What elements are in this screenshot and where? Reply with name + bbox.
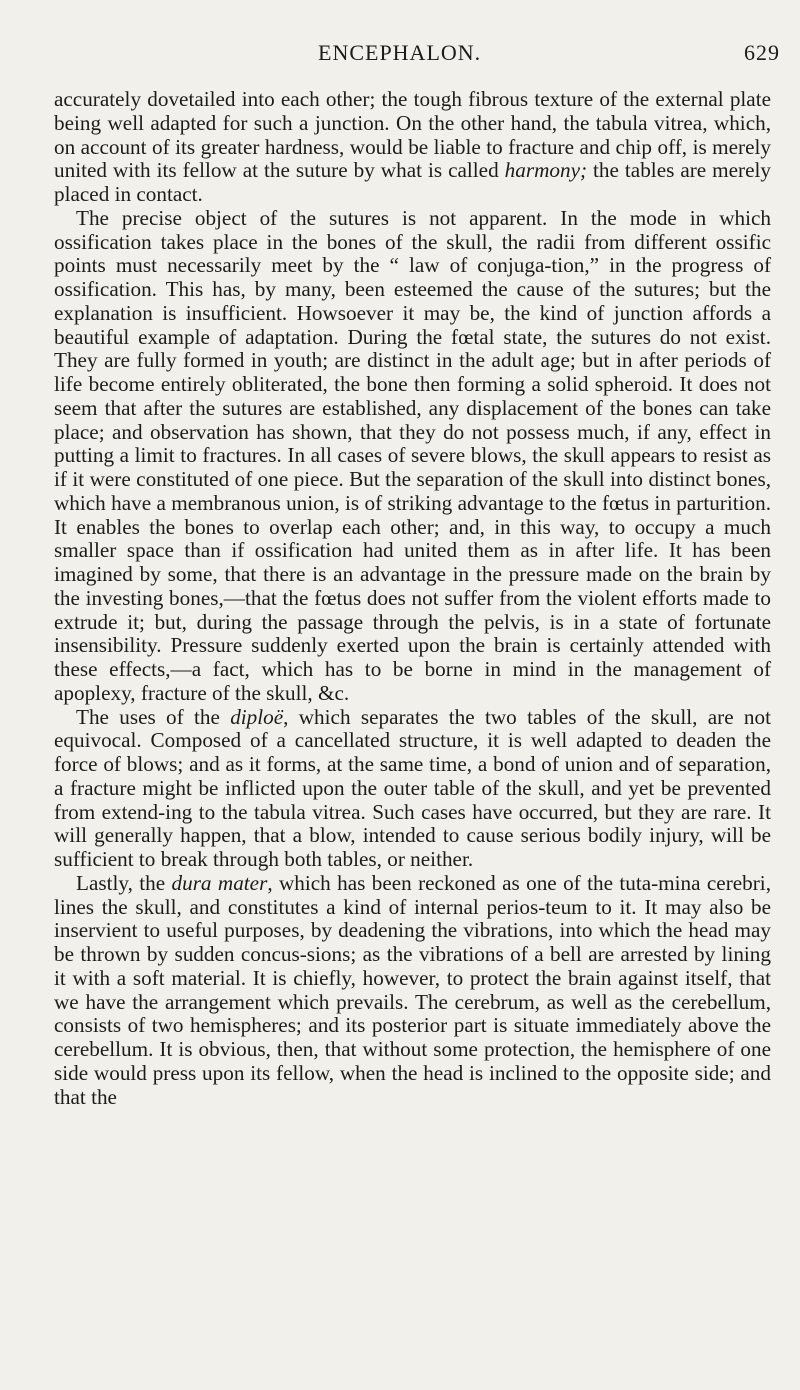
- page-header: [60, 40, 780, 70]
- paragraph: [54, 872, 771, 1110]
- text-run: , which has been reckoned as one of the tuta-mina cerebri, lines the skull, and constitutes a kind of internal perios-teum to it. It may also be inservient to useful purposes, by deadening the vibrations, into which the head may be thrown by sudden concus-sions; as the vibrations of a bell are arrested by lining it with a soft material. It is chiefly, however, to protect the brain against itself, that we have the arrangement which prevails. The cerebrum, as well as the cerebellum, consists of two hemispheres; and its posterior part is situate immediately above the cerebellum. It is obvious, then, that without some protection, the hemisphere of one side would press upon its fellow, when the head is inclined to the opposite side; and that the: [54, 870, 771, 1109]
- text-run: Lastly, the: [76, 870, 172, 895]
- italic-term: dura mater: [171, 870, 268, 895]
- italic-term: diploë: [230, 704, 284, 729]
- running-head: ENCEPHALON.: [318, 40, 482, 65]
- page-number: 629: [744, 40, 780, 65]
- italic-term: harmony;: [504, 158, 588, 183]
- text-run: accurately dovetailed into each other; the tough fibrous texture of the external plate being well adapted for such a junction. On the other hand, the tabula vitrea, which, on account of its greater hardness, would be liable to fracture and chip off, is merely united with its fellow at the suture by what is called: [54, 87, 771, 183]
- text-run: the tables are merely placed in contact.: [54, 158, 772, 206]
- paragraph: [54, 207, 771, 706]
- text-run: The precise object of the sutures is not apparent. In the mode in which ossification takes place in the bones of the skull, the radii from different ossific points must necessarily meet by the “ law of conjuga-tion,” in the progress of ossification. This has, by many, been esteemed the cause of the sutures; but the explanation is insufficient. Howsoever it may be, the kind of junction affords a beautiful example of adaptation. During the fœtal state, the sutures do not exist. They are fully formed in youth; are distinct in the adult age; but in after periods of life become entirely obliterated, the bone then forming a solid spheroid. It does not seem that after the sutures are established, any displacement of the bones can take place; and observation has shown, that they do not possess much, if any, effect in putting a limit to fractures. In all cases of severe blows, the skull appears to resist as if it were constituted of one piece. But the separation of the skull into distinct bones, which have a membranous union, is of striking advantage to the fœtus in parturition. It enables the bones to overlap each other; and, in this way, to occupy a much smaller space than if ossification had united them as in after life. It has been imagined by some, that there is an advantage in the pressure made on the brain by the investing bones,—that the fœtus does not suffer from the violent efforts made to extrude it; but, during the passage through the pelvis, is in a state of fortunate insensibility. Pressure suddenly exerted upon the brain is certainly attended with these effects,—a fact, which has to be borne in mind in the management of apoplexy, fracture of the skull, &c.: [54, 205, 771, 705]
- text-run: , which separates the two tables of the skull, are not equivocal. Composed of a cancellated structure, it is well adapted to deaden the force of blows; and as it forms, at the same time, a bond of union and of separation, a fracture might be inflicted upon the outer table of the skull, and yet be prevented from extend-ing to the tabula vitrea. Such cases have occurred, but they are rare. It will generally happen, that a blow, intended to cause serious bodily injury, will be sufficient to break through both tables, or neither.: [54, 704, 771, 871]
- paragraph: [54, 88, 771, 207]
- paragraph: [54, 706, 771, 872]
- body-text: [54, 88, 771, 1109]
- text-run: The uses of the: [76, 704, 231, 729]
